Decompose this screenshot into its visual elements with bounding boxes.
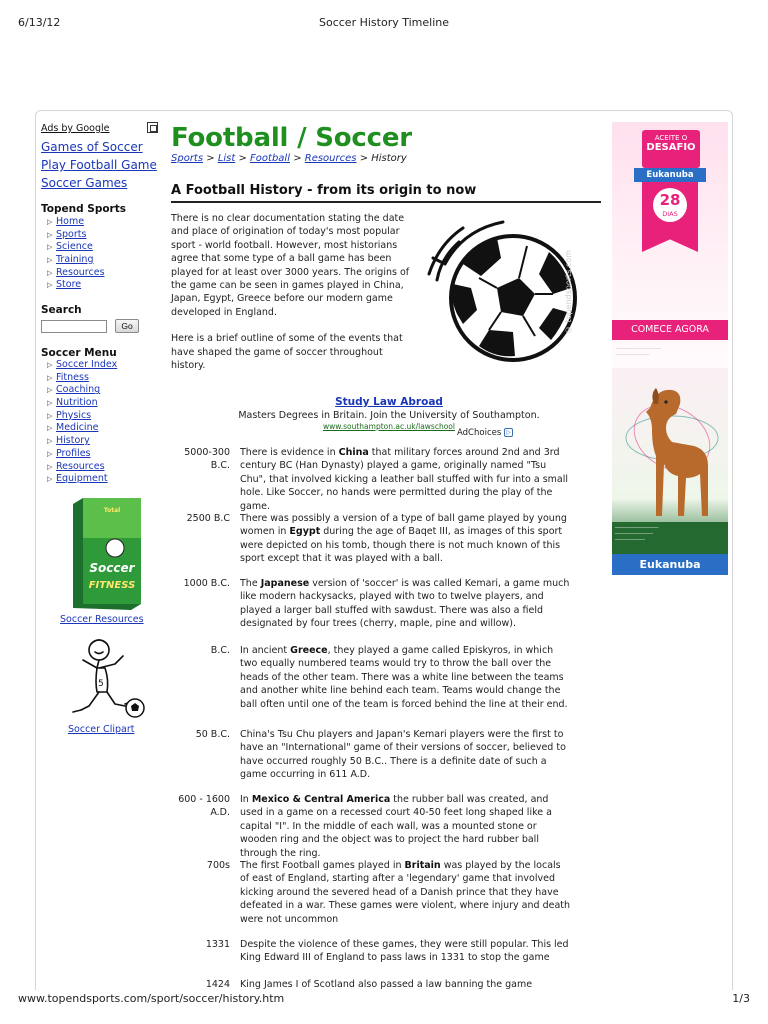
timeline-text-pre: In bbox=[240, 794, 252, 805]
ad-cta-button[interactable]: COMECE AGORA bbox=[612, 320, 728, 340]
arrow-right-icon: ▷ bbox=[47, 361, 53, 369]
soccer-resources-link[interactable]: Soccer Resources bbox=[60, 614, 144, 625]
list-item bbox=[47, 410, 117, 423]
timeline-text-post: that military forces around 2nd and 3rd century BC (Han Dynasty) played a game, originally named "Tsu Chu", that involved kicking a leather ball stuffed with fur into a small hole. Like Soccer, no hands were permitted during the play of the game. bbox=[240, 447, 569, 512]
dog-body bbox=[646, 390, 708, 516]
article-subtitle: A Football History - from its origin to now bbox=[171, 183, 601, 203]
ad-legal-text: ──────────────── ────────────── ─────────── bbox=[615, 526, 659, 543]
study-law-ad bbox=[171, 396, 607, 431]
ad-link-games-of-soccer[interactable]: Games of Soccer bbox=[41, 140, 143, 154]
timeline-text bbox=[240, 938, 572, 965]
timeline-text bbox=[240, 728, 572, 782]
timeline-text bbox=[240, 978, 572, 991]
arrow-right-icon: ▷ bbox=[47, 399, 53, 408]
arrow-right-icon: ▷ bbox=[47, 475, 53, 484]
sidebar-item-training[interactable]: Training bbox=[56, 254, 94, 266]
timeline-place: Greece bbox=[290, 645, 328, 656]
intro-text bbox=[171, 212, 411, 385]
topend-sports-list bbox=[47, 216, 105, 292]
menu-item-resources[interactable]: Resources bbox=[56, 460, 105, 472]
book-line3: FITNESS bbox=[88, 580, 136, 591]
arrow-right-icon: ▷ bbox=[47, 437, 53, 446]
page-title: Football / Soccer bbox=[171, 123, 412, 153]
sidebar-item-sports[interactable]: Sports bbox=[56, 228, 87, 240]
timeline-place: Mexico & Central America bbox=[251, 794, 391, 805]
book-ball-icon bbox=[106, 539, 124, 557]
study-law-ad-url[interactable]: www.southampton.ac.uk/lawschool bbox=[323, 422, 455, 431]
dog-image bbox=[620, 378, 724, 528]
svg-text:5: 5 bbox=[98, 679, 104, 689]
timeline-text-pre: There was possibly a version of a type of ball game played by young women in bbox=[240, 513, 567, 538]
arrow-right-icon: ▷ bbox=[47, 230, 53, 239]
list-item bbox=[47, 461, 117, 474]
search-heading: Search bbox=[41, 304, 82, 316]
soccer-clipart-link[interactable]: Soccer Clipart bbox=[68, 724, 135, 735]
arrow-right-icon: ▷ bbox=[47, 256, 53, 265]
ad-days-badge bbox=[653, 188, 687, 222]
ad-challenge-line1: ACEITE O bbox=[654, 134, 688, 142]
list-item bbox=[47, 279, 105, 292]
list-item bbox=[47, 422, 117, 435]
timeline-place: Japanese bbox=[260, 578, 310, 589]
timeline-text-pre: There is evidence in bbox=[240, 447, 339, 458]
timeline-text bbox=[240, 859, 572, 926]
menu-item-medicine[interactable]: Medicine bbox=[56, 422, 99, 434]
list-item bbox=[47, 448, 117, 461]
timeline-date: 1000 B.C. bbox=[183, 578, 230, 589]
menu-item-coaching[interactable]: Coaching bbox=[56, 384, 101, 396]
timeline-text-post: version of 'soccer' is was called Kemari, a game much like modern hackysacks, played with two to twelve players, and played a larger ball stuffed with sawdust. There was also a field designated by four trees (cherry, maple, pine and willow). bbox=[240, 578, 570, 630]
print-footer bbox=[18, 992, 750, 1006]
timeline-text-pre: In ancient bbox=[240, 645, 291, 656]
sidebar-item-home[interactable]: Home bbox=[56, 216, 85, 227]
adchoices-link[interactable] bbox=[457, 428, 513, 438]
print-header bbox=[18, 16, 750, 30]
ad-expand-icon[interactable] bbox=[147, 122, 158, 133]
ad-days-number: 28 bbox=[659, 191, 681, 209]
ad-link-play-football-game[interactable]: Play Football Game bbox=[41, 158, 157, 172]
timeline-place: Egypt bbox=[289, 526, 321, 538]
menu-item-physics[interactable]: Physics bbox=[56, 409, 92, 421]
arrow-right-icon: ▷ bbox=[47, 424, 53, 433]
timeline-text-post: King James I of Scotland also passed a law banning the game bbox=[240, 979, 533, 990]
print-url: www.topendsports.com/sport/soccer/history.htm bbox=[18, 992, 285, 1005]
timeline-text bbox=[240, 512, 572, 566]
timeline-text-post: Despite the violence of these games, they were still popular. This led King Edward III of England to pass laws in 1331 to stop the game bbox=[240, 939, 569, 964]
timeline-date: 50 B.C. bbox=[195, 729, 230, 740]
book-line1: Total bbox=[103, 507, 121, 514]
search-input[interactable] bbox=[41, 320, 107, 333]
menu-item-profiles[interactable]: Profiles bbox=[56, 447, 91, 459]
menu-item-soccer-index[interactable]: Soccer Index bbox=[56, 359, 118, 370]
print-page-number: 1/3 bbox=[732, 992, 750, 1005]
timeline-date: B.C. bbox=[210, 645, 230, 656]
ad-footer-logo: Eukanuba bbox=[612, 554, 728, 575]
sidebar-item-store[interactable]: Store bbox=[56, 279, 82, 291]
study-law-ad-description: Masters Degrees in Britain. Join the University of Southampton. bbox=[238, 410, 540, 421]
timeline-place: China bbox=[338, 447, 369, 458]
breadcrumb-separator: > bbox=[206, 153, 218, 164]
list-item bbox=[47, 473, 117, 486]
arrow-right-icon: ▷ bbox=[47, 386, 53, 395]
intro-paragraph: There is no clear documentation stating the date and place of origination of today's most popular sport - world football. However, most historians agree that some type of a ball game has been played for at least over 3000 years. The origins of the game can be seen in games played in China, Japan, Egypt, Greece before our modern game developed in England. bbox=[171, 213, 410, 318]
list-item bbox=[47, 267, 105, 280]
sidebar-item-science[interactable]: Science bbox=[56, 241, 93, 253]
soccer-menu-list bbox=[47, 359, 117, 486]
timeline-date: 1331 bbox=[205, 939, 230, 950]
go-button[interactable]: Go bbox=[115, 319, 139, 333]
timeline-text-post: China's Tsu Chu players and Japan's Kemari players were the first to have an "International" game of their versions of soccer, believed to have occurred roughly 50 B.C.. There is a definite date of such a game occurring in 611 A.D. bbox=[240, 729, 566, 781]
timeline-date: 700s bbox=[206, 860, 230, 871]
timeline-text bbox=[240, 793, 572, 860]
timeline-text-post: during the age of Baqet III, as images of this sport were depicted on his tomb, though there is not much known of this sport except that it was played with a ball. bbox=[240, 526, 563, 565]
arrow-right-icon: ▷ bbox=[47, 411, 53, 420]
timeline-date: 5000-300 B.C. bbox=[184, 447, 230, 472]
breadcrumb-resources[interactable]: Resources bbox=[304, 153, 357, 164]
timeline-text-post: was played by the locals of east of England, starting after a 'legendary' game that involved kicking around the severed head of a Danish prince that they have defeated in a war. These games were violent, where injury and death were not uncommon bbox=[240, 860, 571, 925]
menu-item-history[interactable]: History bbox=[56, 435, 90, 447]
menu-item-fitness[interactable]: Fitness bbox=[56, 371, 89, 383]
timeline-date: 2500 B.C bbox=[186, 513, 230, 524]
breadcrumb-current: History bbox=[371, 153, 407, 164]
list-item bbox=[47, 229, 105, 242]
arrow-right-icon: ▷ bbox=[47, 462, 53, 471]
sidebar-item-resources[interactable]: Resources bbox=[56, 266, 105, 278]
study-law-ad-title[interactable]: Study Law Abroad bbox=[335, 396, 443, 408]
book-line2: Soccer bbox=[89, 561, 135, 575]
arrow-right-icon: ▷ bbox=[47, 449, 53, 458]
book-cover-top bbox=[83, 498, 141, 538]
list-item bbox=[47, 435, 117, 448]
breadcrumb-list[interactable]: List bbox=[217, 153, 236, 164]
arrow-right-icon: ▷ bbox=[47, 373, 53, 382]
menu-item-equipment[interactable]: Equipment bbox=[56, 473, 108, 485]
timeline-text bbox=[240, 644, 572, 711]
soccer-player-clipart[interactable] bbox=[55, 636, 147, 726]
timeline-text-pre: The first Football games played in bbox=[240, 860, 405, 871]
adchoices-icon: ▷ bbox=[504, 428, 513, 437]
adchoices-label: AdChoices bbox=[457, 428, 502, 438]
ad-brand-bar: Eukanuba bbox=[634, 168, 706, 182]
timeline-text-post: the rubber ball was created, and used in a game on a recessed court 40-50 feet long shaped like a capital "I". In the middle of each wall, was a mounted stone or wooden ring and the object was to project the hard rubber ball through the ring. bbox=[240, 794, 552, 859]
breadcrumb-separator: > bbox=[359, 153, 372, 164]
ad-challenge-badge bbox=[642, 130, 700, 168]
ad-link-soccer-games[interactable]: Soccer Games bbox=[41, 176, 128, 190]
timeline-text-pre: The bbox=[240, 578, 261, 589]
timeline-date: 1424 bbox=[205, 979, 230, 990]
print-date: 6/13/12 bbox=[18, 16, 61, 29]
ad-days-label: DIAS bbox=[662, 210, 678, 218]
watermark-text: © topendsports.com bbox=[564, 250, 573, 335]
ad-fine-print: ─────────────── ─────────── bbox=[616, 346, 662, 358]
list-item bbox=[47, 359, 117, 372]
timeline-date: 600 - 1600 A.D. bbox=[178, 794, 230, 819]
print-title: Soccer History Timeline bbox=[319, 16, 449, 29]
arrow-right-icon: ▷ bbox=[47, 218, 53, 226]
intro-paragraph: Here is a brief outline of some of the events that have shaped the game of soccer throughout history. bbox=[171, 333, 403, 372]
list-item bbox=[47, 254, 105, 267]
timeline-text-post: , they played a game called Episkyros, in which two equally numbered teams would try to throw the ball over the heads of the other team. There was a white line between the teams and another white line behind each team. Teams would change the ball often until one of the team is forced behind the line at their end. bbox=[240, 645, 568, 710]
list-item bbox=[47, 384, 117, 397]
arrow-right-icon: ▷ bbox=[47, 281, 53, 290]
dog-ear bbox=[652, 388, 658, 404]
soccer-menu-heading: Soccer Menu bbox=[41, 347, 117, 359]
breadcrumb-separator: > bbox=[293, 153, 305, 164]
topend-sports-heading: Topend Sports bbox=[41, 203, 127, 215]
ads-by-google-label[interactable]: Ads by Google bbox=[41, 123, 110, 134]
soccer-fitness-book-image[interactable] bbox=[69, 498, 141, 610]
list-item bbox=[47, 397, 117, 410]
eukanuba-banner-ad[interactable] bbox=[612, 122, 728, 575]
ad-challenge-line2: DESAFIO bbox=[646, 142, 696, 153]
breadcrumb-separator: > bbox=[238, 153, 251, 164]
timeline-text bbox=[240, 577, 572, 631]
list-item bbox=[47, 241, 105, 254]
timeline-text bbox=[240, 446, 572, 513]
list-item bbox=[47, 372, 117, 385]
timeline-place: Britain bbox=[404, 860, 441, 871]
breadcrumb-football[interactable]: Football bbox=[250, 153, 290, 164]
arrow-right-icon: ▷ bbox=[47, 268, 53, 277]
breadcrumb bbox=[171, 153, 407, 164]
list-item bbox=[47, 216, 105, 229]
breadcrumb-sports[interactable]: Sports bbox=[171, 153, 204, 164]
arrow-right-icon: ▷ bbox=[47, 243, 53, 252]
menu-item-nutrition[interactable]: Nutrition bbox=[56, 397, 98, 409]
dog-eye bbox=[664, 400, 667, 403]
